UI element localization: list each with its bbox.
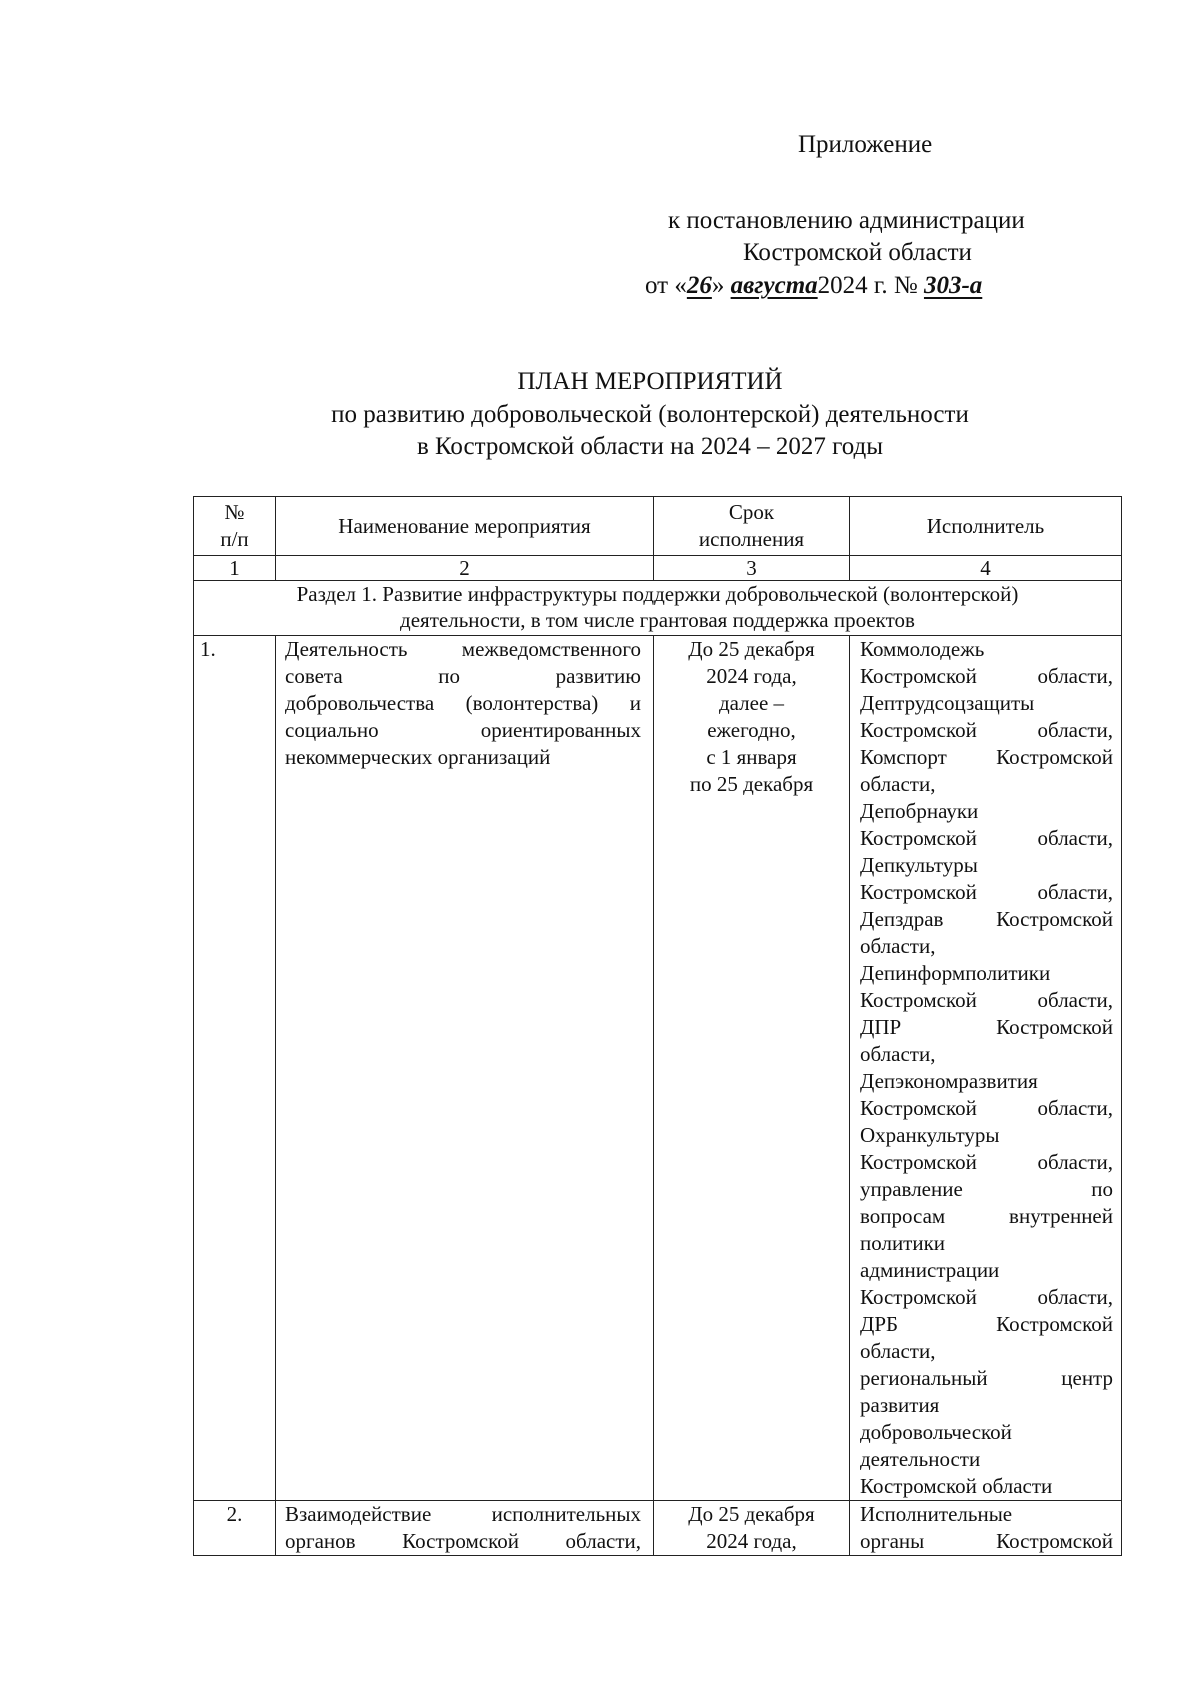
- row-term: До 25 декабря 2024 года,: [654, 1501, 850, 1556]
- decree-day-handwritten: 26: [686, 272, 712, 299]
- header-num: № п/п: [194, 497, 276, 556]
- decree-year: 2024 г. №: [817, 272, 924, 299]
- plan-subtitle-2: в Костромской области на 2024 – 2027 годы: [416, 433, 884, 460]
- decree-line-1: к постановлению администрации: [668, 207, 1025, 234]
- decree-prefix: от «: [645, 272, 687, 299]
- row-executor: Коммолодежь Костромской области, Дептрудсоцзащиты Костромской области, Комспорт Костромской области, Депобрнауки Костромской области, Депкультуры Костромской области, Депздрав Костромской области, Депинформполитики Костромской области, ДПР Костромской области, Депэкономразвития Костромской области, Охранкультуры Костромской области, управление по вопросам внутренней политики администрации Костромской области, ДРБ Костромской области, региональный центр развития добровольческой деятельности Костромской области: [850, 636, 1122, 1501]
- plan-title: ПЛАН МЕРОПРИЯТИЙ: [517, 368, 783, 395]
- decree-number-handwritten: 303-а: [923, 272, 983, 299]
- row-number: 1.: [194, 636, 276, 1501]
- column-index: 1: [194, 556, 276, 581]
- plan-subtitle-1: по развитию добровольческой (волонтерской) деятельности: [331, 401, 969, 428]
- row-executor: Исполнительные органы Костромской: [850, 1501, 1122, 1556]
- column-index-row: [194, 556, 1122, 581]
- table-row: [194, 1501, 1122, 1556]
- appendix-title: Приложение: [798, 131, 933, 158]
- row-name: Взаимодействие исполнительных органов Костромской области,: [276, 1501, 654, 1556]
- table-header-row: [194, 497, 1122, 556]
- row-number: 2.: [194, 1501, 276, 1556]
- header-term: Срок исполнения: [654, 497, 850, 556]
- row-name: Деятельность межведомственного совета по развитию добровольчества (волонтерства) и социально ориентированных некоммерческих организаций: [276, 636, 654, 1501]
- section-1-title: Раздел 1. Развитие инфраструктуры поддержки добровольческой (волонтерской) деятельности, в том числе грантовая поддержка проектов: [194, 581, 1122, 636]
- header-executor: Исполнитель: [850, 497, 1122, 556]
- row-term: До 25 декабря 2024 года, далее – ежегодно, с 1 января по 25 декабря: [654, 636, 850, 1501]
- decree-month-handwritten: августа: [730, 272, 818, 299]
- header-name: Наименование мероприятия: [276, 497, 654, 556]
- decree-mid: »: [711, 272, 731, 299]
- section-1-row: [194, 581, 1122, 636]
- column-index: 4: [850, 556, 1122, 581]
- column-index: 2: [276, 556, 654, 581]
- table-row: [194, 636, 1122, 1501]
- decree-line-2: Костромской области: [743, 239, 972, 266]
- plan-table: [193, 496, 1122, 1556]
- column-index: 3: [654, 556, 850, 581]
- decree-date-number: [645, 269, 982, 302]
